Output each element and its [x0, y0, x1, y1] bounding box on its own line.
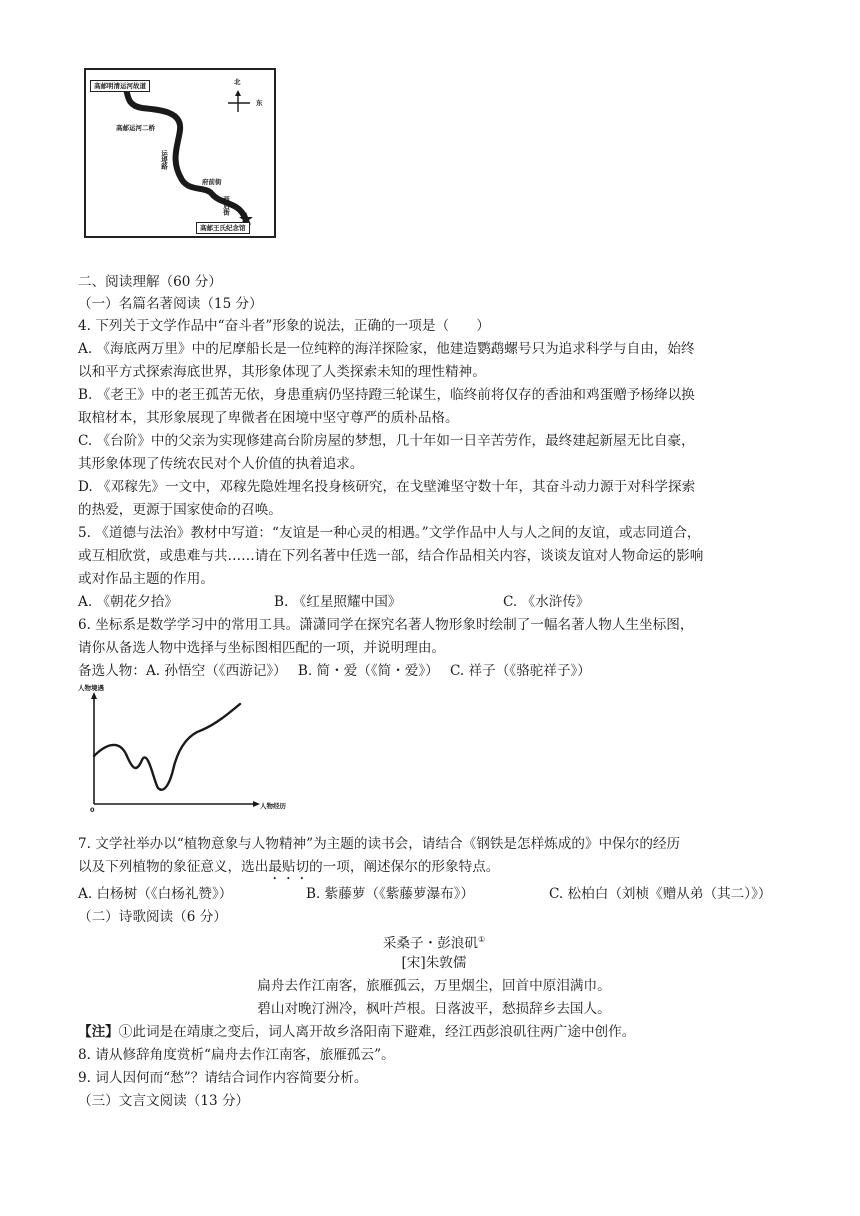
poem-note-label: 【注】 — [78, 1024, 119, 1040]
poem-note-text: ①此词是在靖康之变后，词人离开故乡洛阳南下避难，经江西彭浪矶往两广途中创作。 — [118, 1024, 636, 1040]
q4-option-c-line1: C. 《台阶》中的父亲为实现修建高台阶房屋的梦想，几十年如一日辛苦劳作，最终建起新屋无比自豪， — [78, 433, 695, 449]
q4-option-a-line1: A. 《海底两万里》中的尼摩船长是一位纯粹的海洋探险家，他建造鹦鹉螺号只为追求科学与自由，始终 — [78, 341, 695, 357]
life-curve — [94, 704, 240, 790]
graph-y-label: 人物境遇 — [78, 684, 104, 692]
poem-title-note: ① — [477, 935, 486, 944]
poem-title — [78, 930, 790, 954]
compass-north-label: 北 — [234, 78, 241, 86]
q4-option-b-line2: 取棺材本，其形象展现了卑微者在困境中坚守尊严的质朴品格。 — [78, 410, 459, 426]
poem-author: [宋]朱敦儒 — [401, 955, 467, 971]
part1-title: （一）名篇名著阅读（15 分） — [78, 296, 263, 312]
q5-option-b: B. 《红星照耀中国》 — [274, 594, 402, 610]
q9: 9. 词人因何而“愁”？请结合词作内容简要分析。 — [78, 1070, 368, 1086]
q4-stem: 4. 下列关于文学作品中“奋斗者”形象的说法，正确的一项是（ ） — [78, 318, 490, 334]
q8: 8. 请从修辞角度赏析“扁舟去作江南客，旅雁孤云”。 — [78, 1047, 395, 1063]
q5-option-c: C. 《水浒传》 — [503, 594, 590, 610]
map-road1-label: 运堤路 — [160, 150, 168, 170]
q7-option-c: C. 松柏白（刘桢《赠从弟（其二）》） — [549, 886, 772, 902]
compass-east-label: 东 — [256, 99, 263, 107]
q4-option-c-line2: 其形象体现了传统农民对个人价值的执着追求。 — [78, 456, 364, 472]
map-top-label: 高邮明清运河故道 — [90, 80, 150, 92]
q7-option-a: A. 白杨树（《白杨礼赞》） — [78, 886, 233, 902]
poem-line2: 碧山对晚汀洲冷，枫叶芦根。日落波平，愁损辞乡去国人。 — [257, 1001, 611, 1017]
q5-option-a: A. 《朝花夕拾》 — [78, 594, 179, 610]
map-road2-label: 府前街 — [202, 178, 222, 186]
part3-title: （三）文言文阅读（13 分） — [78, 1093, 250, 1109]
poem-title-text: 采桑子・彭浪矶 — [382, 935, 478, 952]
life-graph-svg — [78, 684, 298, 814]
map-road3-label: 西后街 — [222, 196, 230, 216]
q6-line3: 备选人物：A. 孙悟空（《西游记》） B. 简・爱（《简・爱》） C. 祥子（《骆驼祥子》） — [78, 663, 591, 679]
route-path-svg — [86, 70, 274, 236]
q4-option-d-line1: D. 《邓稼先》一文中，邓稼先隐姓埋名投身核研究，在戈壁滩坚守数十年，其奋斗动力源于对科学探索 — [78, 479, 696, 495]
q6-line2: 请你从备选人物中选择与坐标图相匹配的一项，并说明理由。 — [78, 640, 446, 656]
q6-line1: 6. 坐标系是数学学习中的常用工具。潇潇同学在探究名著人物形象时绘制了一幅名著人物人生坐标图， — [78, 617, 694, 633]
poem-note — [78, 1022, 790, 1042]
x-axis-arrow — [253, 801, 260, 807]
q5-line3: 或对作品主题的作用。 — [78, 571, 214, 587]
q4-option-a-line2: 以和平方式探索海底世界，其形象体现了人类探索未知的理性精神。 — [78, 364, 486, 380]
compass-arrow — [235, 90, 241, 96]
map-bottom-label: 高邮王氏纪念馆 — [196, 222, 250, 234]
part2-title: （二）诗歌阅读（6 分） — [78, 909, 227, 925]
q5-line1: 5. 《道德与法治》教材中写道：“友谊是一种心灵的相遇。”文学作品中人与人之间的友谊，或志同道合， — [78, 525, 701, 541]
q4-option-b-line1: B. 《老王》中的老王孤苦无依，身患重病仍坚持蹬三轮谋生，临终前将仅存的香油和鸡蛋赠予杨绛以换 — [78, 387, 695, 403]
map-bridge-label: 高邮运河二桥 — [116, 124, 155, 132]
q7-line2-post: 的一项，阐述保尔的形象特点。 — [309, 859, 500, 875]
section2-title: 二、阅读理解（60 分） — [78, 274, 222, 290]
graph-x-label: 人物经历 — [260, 802, 286, 810]
q4-option-d-line2: 的热爱，更源于国家使命的召唤。 — [78, 502, 282, 518]
poem-line1: 扁舟去作江南客，旅雁孤云，万里烟尘，回首中原泪满巾。 — [257, 978, 611, 994]
life-graph — [78, 684, 298, 814]
q7-line2-pre: 以及下列植物的象征意义，选出 — [78, 859, 269, 875]
q7-option-b: B. 紫藤萝（《紫藤萝瀑布》） — [306, 886, 475, 902]
q7-line1: 7. 文学社举办以“植物意象与人物精神”为主题的读书会，请结合《钢铁是怎样炼成的》中保尔的经历 — [78, 836, 681, 852]
q7-emphasis: 最贴切 — [268, 859, 310, 875]
graph-origin-label: 0 — [90, 806, 95, 814]
q7-line2 — [78, 857, 790, 883]
y-axis-arrow — [91, 692, 97, 699]
q5-line2: 或互相欣赏，或患难与共……请在下列名著中任选一部，结合作品相关内容，谈谈友谊对人物命运的影响 — [78, 548, 704, 564]
route-map — [84, 68, 276, 238]
